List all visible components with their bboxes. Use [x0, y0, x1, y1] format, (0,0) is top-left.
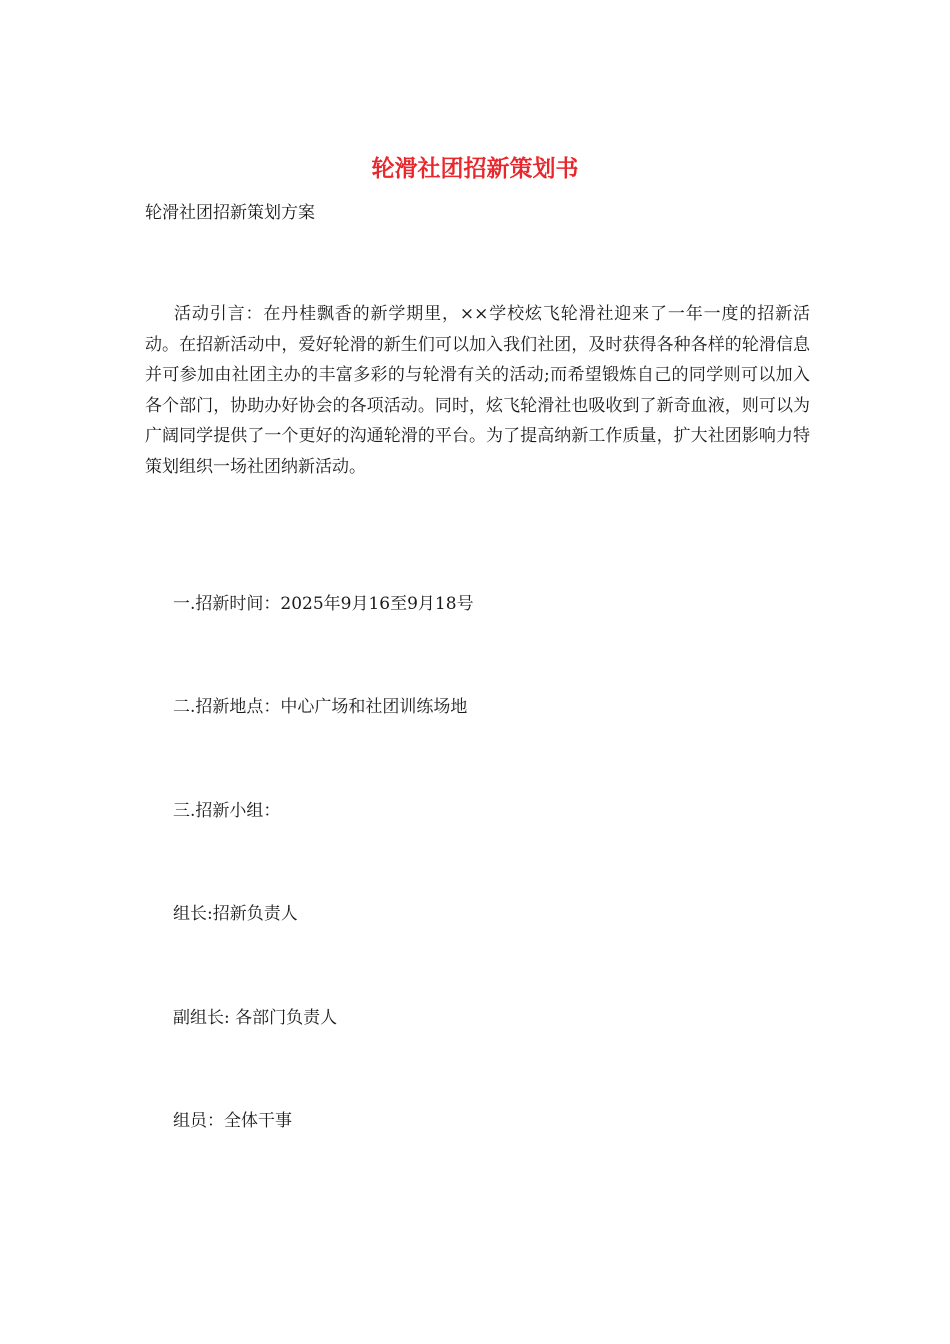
- group-leader: 组长:招新负责人: [173, 904, 298, 924]
- recruit-place: 二.招新地点：中心广场和社团训练场地: [173, 697, 468, 717]
- document-subtitle: 轮滑社团招新策划方案: [145, 203, 315, 223]
- document-title: 轮滑社团招新策划书: [371, 155, 579, 182]
- recruit-time: 一.招新时间：2025年9月16至9月18号: [173, 594, 474, 614]
- recruit-group-heading: 三.招新小组：: [173, 801, 281, 821]
- group-vice-leader: 副组长: 各部门负责人: [173, 1008, 338, 1028]
- intro-paragraph: 活动引言：在丹桂飘香的新学期里，××学校炫飞轮滑社迎来了一年一度的招新活动。在招新活动中，爱好轮滑的新生们可以加入我们社团，及时获得各种各样的轮滑信息并可参加由社团主办的丰富多彩的与轮滑有关的活动;而希望锻炼自己的同学则可以加入各个部门，协助办好协会的各项活动。同时，炫飞轮滑社也吸收到了新奇血液，则可以为广阔同学提供了一个更好的沟通轮滑的平台。为了提高纳新工作质量，扩大社团影响力特策划组织一场社团纳新活动。: [145, 304, 810, 477]
- group-members: 组员：全体干事: [173, 1111, 292, 1131]
